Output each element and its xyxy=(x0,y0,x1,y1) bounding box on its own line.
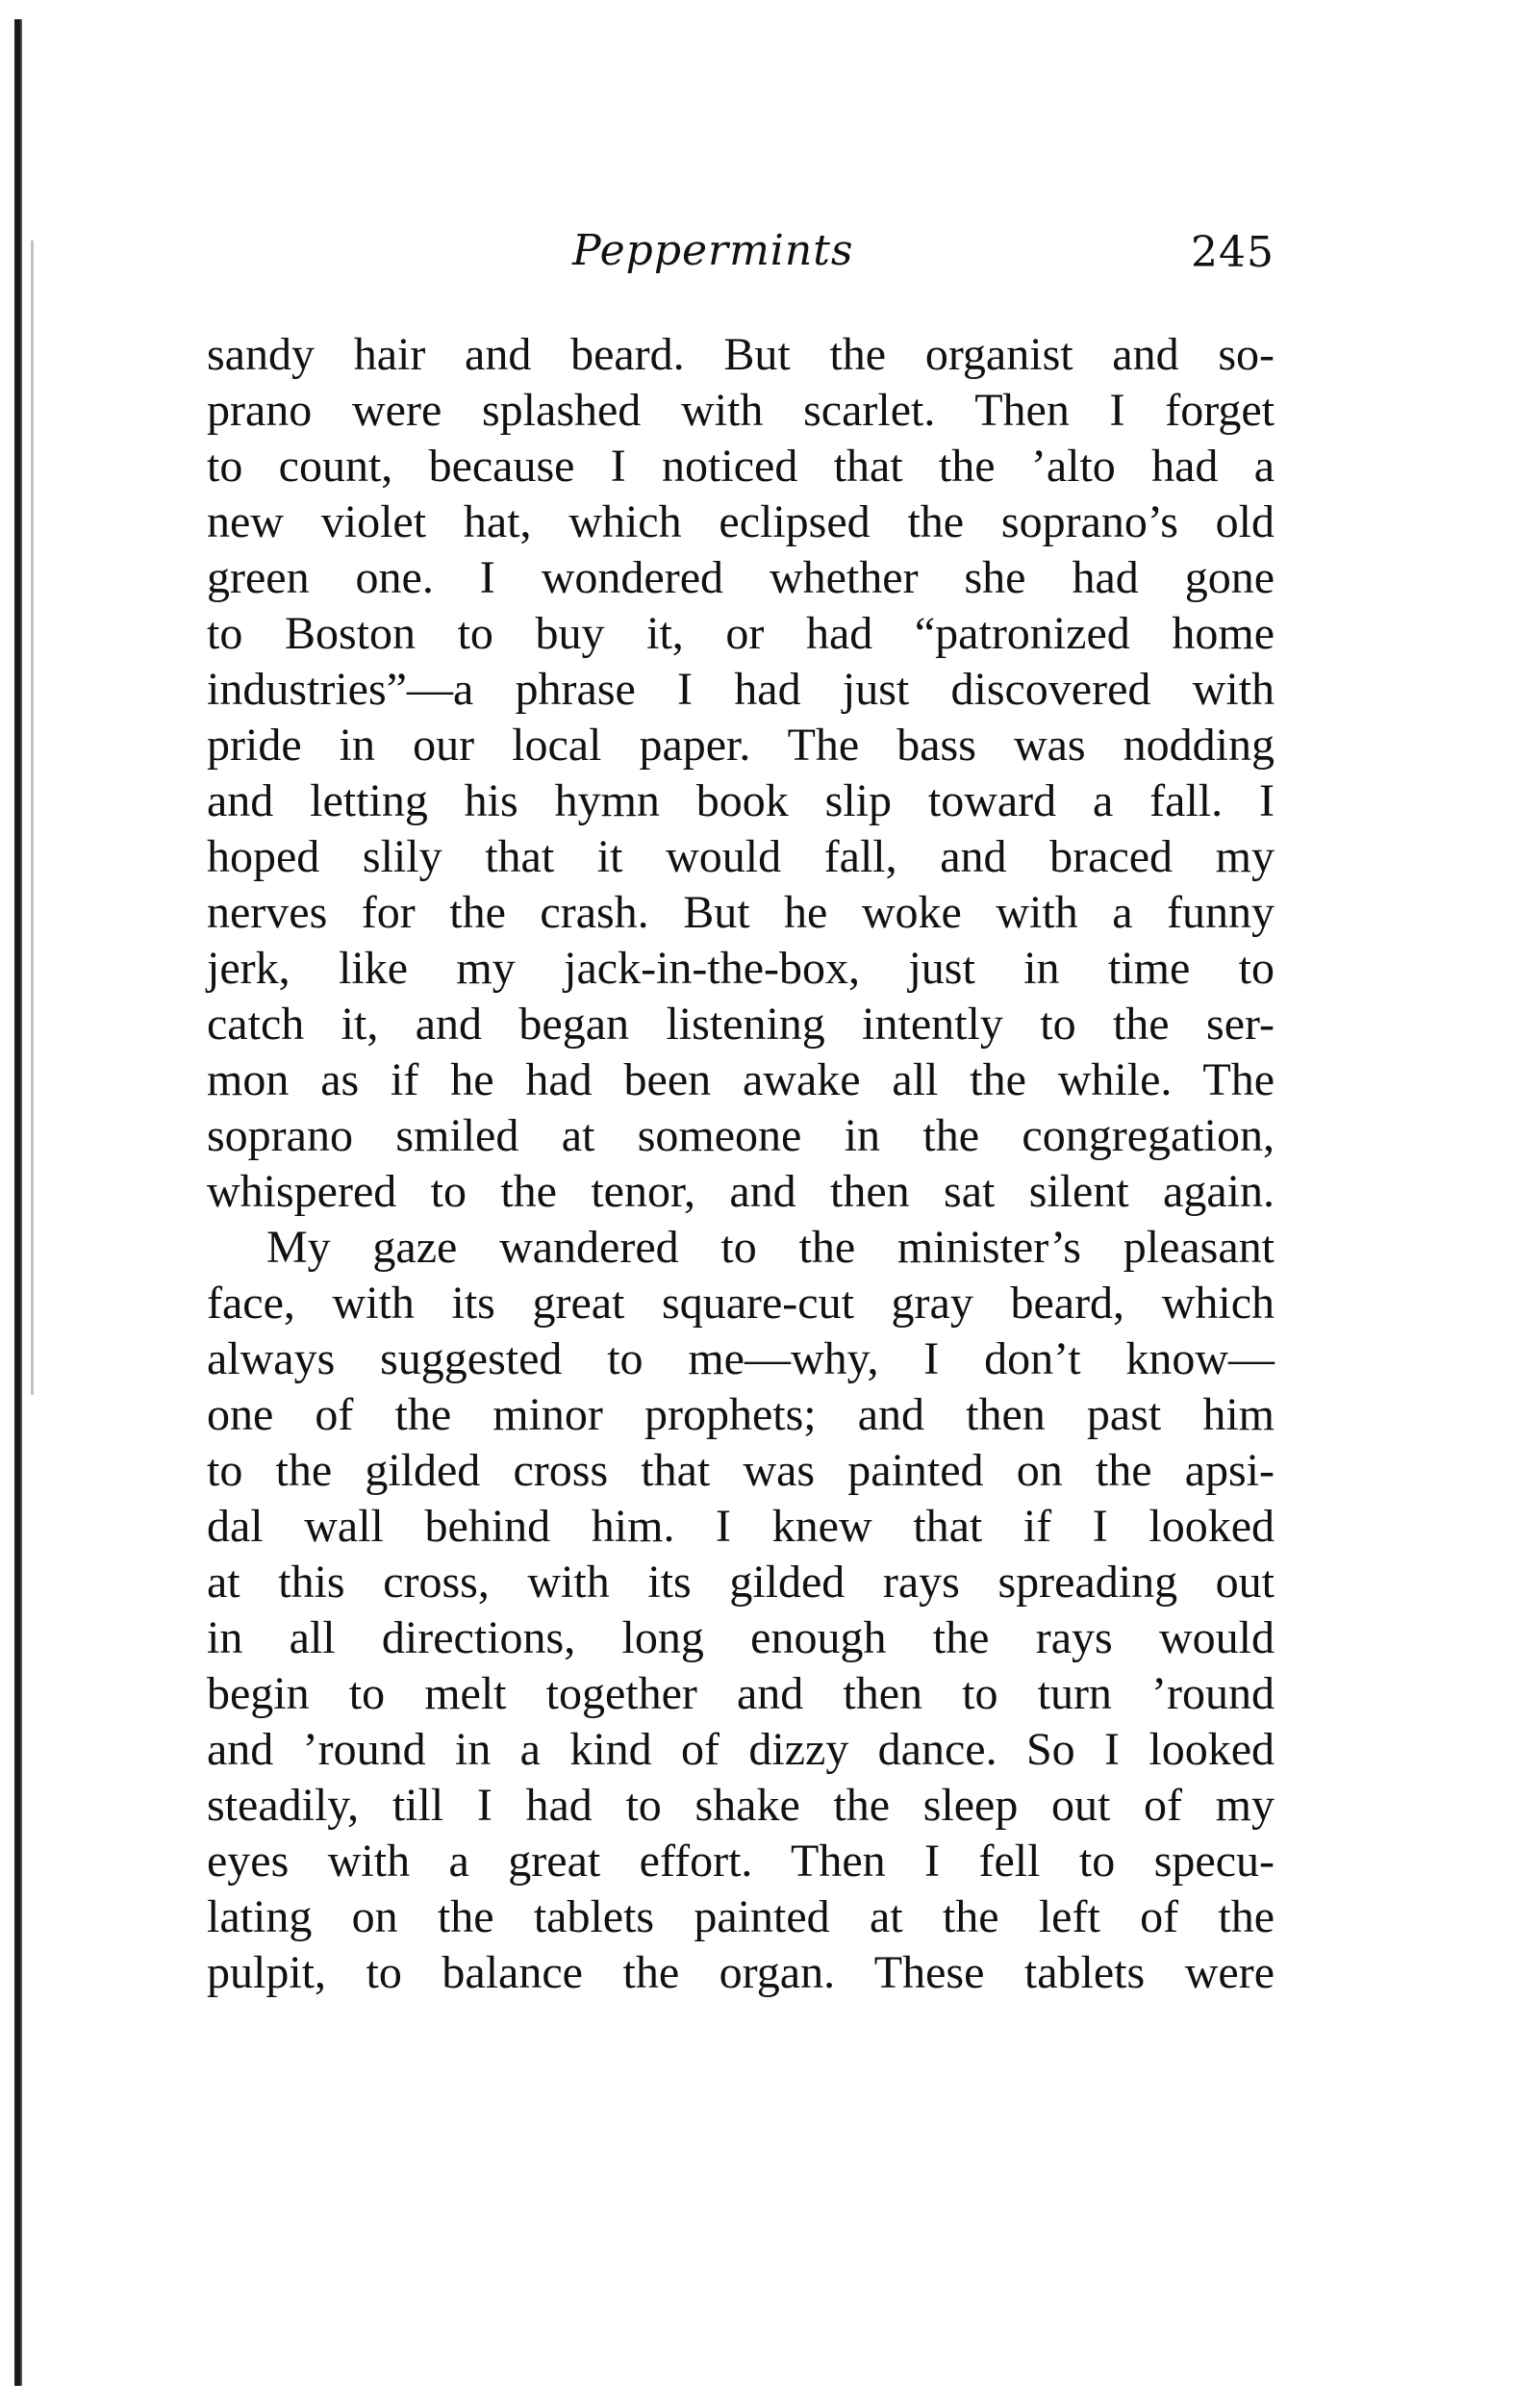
page-number: 245 xyxy=(1191,228,1275,277)
text-line: begin to melt together and then to turn ’round xyxy=(207,1668,1275,1719)
page-header xyxy=(207,226,1275,303)
paragraph-first-line: My gaze wandered to the minister’s pleasant xyxy=(266,1222,1275,1273)
text-line: steadily, till I had to shake the sleep out of my xyxy=(207,1780,1275,1831)
text-line: pride in our local paper. The bass was nodding xyxy=(207,720,1275,771)
text-line: always suggested to me—why, I don’t know— xyxy=(207,1333,1275,1384)
text-line: new violet hat, which eclipsed the soprano’s old xyxy=(207,496,1275,547)
text-line: one of the minor prophets; and then past him xyxy=(207,1389,1275,1440)
text-line: jerk, like my jack-in-the-box, just in time to xyxy=(207,943,1275,994)
scan-edge-shadow xyxy=(14,19,22,2386)
text-line: catch it, and began listening intently to the ser- xyxy=(207,999,1275,1050)
text-line: eyes with a great effort. Then I fell to specu- xyxy=(207,1836,1275,1887)
text-line: at this cross, with its gilded rays spreading out xyxy=(207,1557,1275,1608)
text-line: green one. I wondered whether she had gone xyxy=(207,552,1275,603)
scan-edge-shadow-faint xyxy=(31,241,34,1395)
text-line: and ’round in a kind of dizzy dance. So I looked xyxy=(207,1724,1275,1775)
text-line: prano were splashed with scarlet. Then I forget xyxy=(207,385,1275,436)
running-title: Peppermints xyxy=(572,226,854,275)
text-line: nerves for the crash. But he woke with a funny xyxy=(207,887,1275,938)
text-line: face, with its great square-cut gray beard, which xyxy=(207,1278,1275,1329)
text-line: to Boston to buy it, or had “patronized home xyxy=(207,608,1275,659)
text-line: to count, because I noticed that the ’alto had a xyxy=(207,441,1275,492)
text-line: mon as if he had been awake all the while. The xyxy=(207,1054,1275,1105)
text-line: and letting his hymn book slip toward a fall. I xyxy=(207,775,1275,826)
text-line: sandy hair and beard. But the organist and so- xyxy=(207,329,1275,380)
text-line: in all directions, long enough the rays would xyxy=(207,1612,1275,1663)
text-line: industries”—a phrase I had just discovered with xyxy=(207,664,1275,715)
body-text xyxy=(207,327,1275,2001)
text-line: hoped slily that it would fall, and braced my xyxy=(207,831,1275,882)
text-line: pulpit, to balance the organ. These tablets were xyxy=(207,1947,1275,1998)
text-line: whispered to the tenor, and then sat silent again. xyxy=(207,1166,1275,1217)
text-line: dal wall behind him. I knew that if I looked xyxy=(207,1501,1275,1552)
text-line: to the gilded cross that was painted on the apsi- xyxy=(207,1445,1275,1496)
text-line: lating on the tablets painted at the left of the xyxy=(207,1891,1275,1942)
text-line: soprano smiled at someone in the congregation, xyxy=(207,1110,1275,1161)
